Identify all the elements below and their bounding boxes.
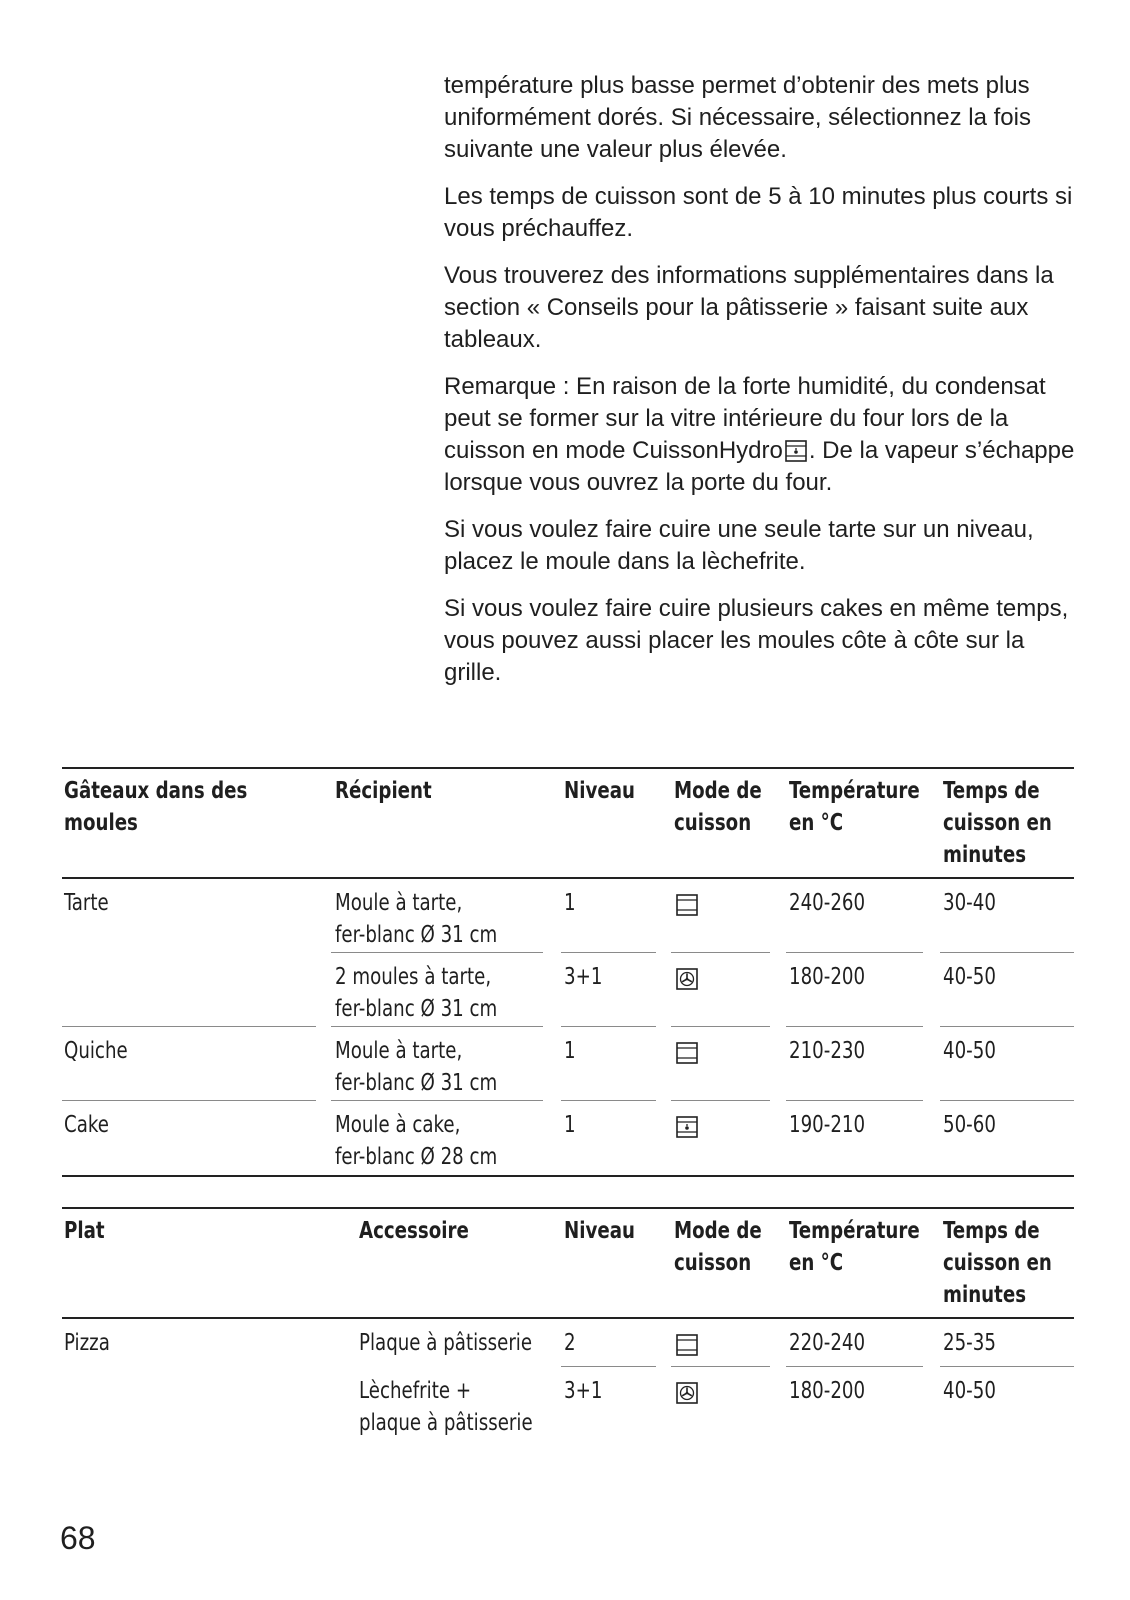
intro-paragraph-5: Si vous voulez faire cuire une seule tarte sur un niveau, placez le moule dans la lèchefrite. (444, 516, 1034, 575)
hydro-cooking-icon (785, 440, 807, 462)
table-cell-dish: Quiche (64, 1038, 128, 1064)
row-divider (671, 1026, 770, 1027)
intro-paragraph-1: température plus basse permet d’obtenir des mets plus uniformément dorés. Si nécessaire, sélectionnez la fois suivante une valeur plus élevée. (444, 72, 1031, 163)
row-divider (940, 1366, 1074, 1367)
row-divider (561, 1026, 656, 1027)
row-divider (62, 1026, 316, 1027)
row-divider (331, 1026, 543, 1027)
table-cell-temperature: 180-200 (789, 964, 866, 990)
header-level: Niveau (564, 1218, 635, 1244)
cake-moulds-table (62, 767, 1074, 1177)
hot-air-fan-icon (676, 968, 698, 990)
intro-paragraph-6: Si vous voulez faire cuire plusieurs cakes en même temps, vous pouvez aussi placer les moules côte à côte sur la grille. (444, 595, 1069, 686)
row-divider (671, 1100, 770, 1101)
top-bottom-heat-icon (676, 1334, 698, 1356)
table-header (62, 1207, 1074, 1319)
table-header (62, 767, 1074, 879)
top-bottom-heat-icon (676, 894, 698, 916)
table-cell-dish: Cake (64, 1112, 109, 1138)
dishes-table (62, 1207, 1074, 1459)
header-cooking-mode: Mode de cuisson (674, 778, 762, 836)
table-cell-level: 3+1 (564, 1378, 603, 1404)
table-cell-level: 1 (564, 1112, 576, 1138)
table-cell-time: 40-50 (943, 1038, 996, 1064)
table-cell-temperature: 190-210 (789, 1112, 866, 1138)
intro-paragraph-2: Les temps de cuisson sont de 5 à 10 minutes plus courts si vous préchauffez. (444, 183, 1073, 242)
header-cakes-in-moulds: Gâteaux dans des moules (64, 778, 248, 836)
top-bottom-heat-icon (676, 1042, 698, 1064)
row-divider (561, 952, 656, 953)
row-divider (62, 1100, 316, 1101)
hot-air-fan-icon (676, 1382, 698, 1404)
table-cell-accessory: Lèchefrite + plaque à pâtisserie (359, 1378, 533, 1436)
table-body (62, 879, 1074, 1177)
table-cell-temperature: 240-260 (789, 890, 866, 916)
row-divider (671, 1366, 770, 1367)
row-divider (786, 1366, 923, 1367)
row-divider (331, 952, 543, 953)
header-cooking-time: Temps de cuisson en minutes (943, 1218, 1052, 1308)
table-cell-level: 3+1 (564, 964, 603, 990)
table-cell-temperature: 180-200 (789, 1378, 866, 1404)
row-divider (786, 952, 923, 953)
intro-text (444, 70, 1084, 704)
header-dish: Plat (64, 1218, 105, 1244)
table-cell-time: 40-50 (943, 1378, 996, 1404)
table-cell-container: Moule à tarte, fer-blanc Ø 31 cm (335, 890, 498, 948)
header-container: Récipient (335, 778, 432, 804)
intro-paragraph-4-part-b: . De la vapeur s’échappe lorsque vous ouvrez la porte du four. (444, 437, 1075, 496)
row-divider (940, 952, 1074, 953)
header-cooking-mode: Mode de cuisson (674, 1218, 762, 1276)
intro-paragraph-3: Vous trouverez des informations supplémentaires dans la section « Conseils pour la pâtisserie » faisant suite aux tableaux. (444, 262, 1054, 353)
header-temperature: Température en °C (789, 1218, 920, 1276)
row-divider (561, 1100, 656, 1101)
row-divider (561, 1366, 656, 1367)
page-number: 68 (60, 1520, 96, 1556)
table-body (62, 1319, 1074, 1459)
table-cell-time: 50-60 (943, 1112, 996, 1138)
table-cell-container: Moule à tarte, fer-blanc Ø 31 cm (335, 1038, 498, 1096)
table-cell-level: 2 (564, 1330, 576, 1356)
row-divider (940, 1100, 1074, 1101)
table-cell-temperature: 220-240 (789, 1330, 866, 1356)
header-accessory: Accessoire (359, 1218, 469, 1244)
table-cell-container: 2 moules à tarte, fer-blanc Ø 31 cm (335, 964, 498, 1022)
table-cell-time: 40-50 (943, 964, 996, 990)
table-cell-accessory: Plaque à pâtisserie (359, 1330, 533, 1356)
table-cell-dish: Pizza (64, 1330, 110, 1356)
table-cell-container: Moule à cake, fer-blanc Ø 28 cm (335, 1112, 498, 1170)
row-divider (331, 1100, 543, 1101)
table-cell-level: 1 (564, 1038, 576, 1064)
intro-paragraph-4-part-a: Remarque : En raison de la forte humidité, du condensat peut se former sur la vitre intérieure du four lors de la cuisson en mode CuissonHydro (444, 373, 1046, 464)
table-cell-dish: Tarte (64, 890, 109, 916)
row-divider (940, 1026, 1074, 1027)
row-divider (671, 952, 770, 953)
table-cell-level: 1 (564, 890, 576, 916)
row-divider (786, 1100, 923, 1101)
row-divider (786, 1026, 923, 1027)
table-bottom-rule (62, 1175, 1074, 1177)
table-cell-time: 30-40 (943, 890, 996, 916)
table-cell-time: 25-35 (943, 1330, 996, 1356)
header-cooking-time: Temps de cuisson en minutes (943, 778, 1052, 868)
header-level: Niveau (564, 778, 635, 804)
hydro-cooking-icon (676, 1116, 698, 1138)
intro-paragraph-4 (444, 371, 1084, 499)
header-temperature: Température en °C (789, 778, 920, 836)
table-cell-temperature: 210-230 (789, 1038, 866, 1064)
